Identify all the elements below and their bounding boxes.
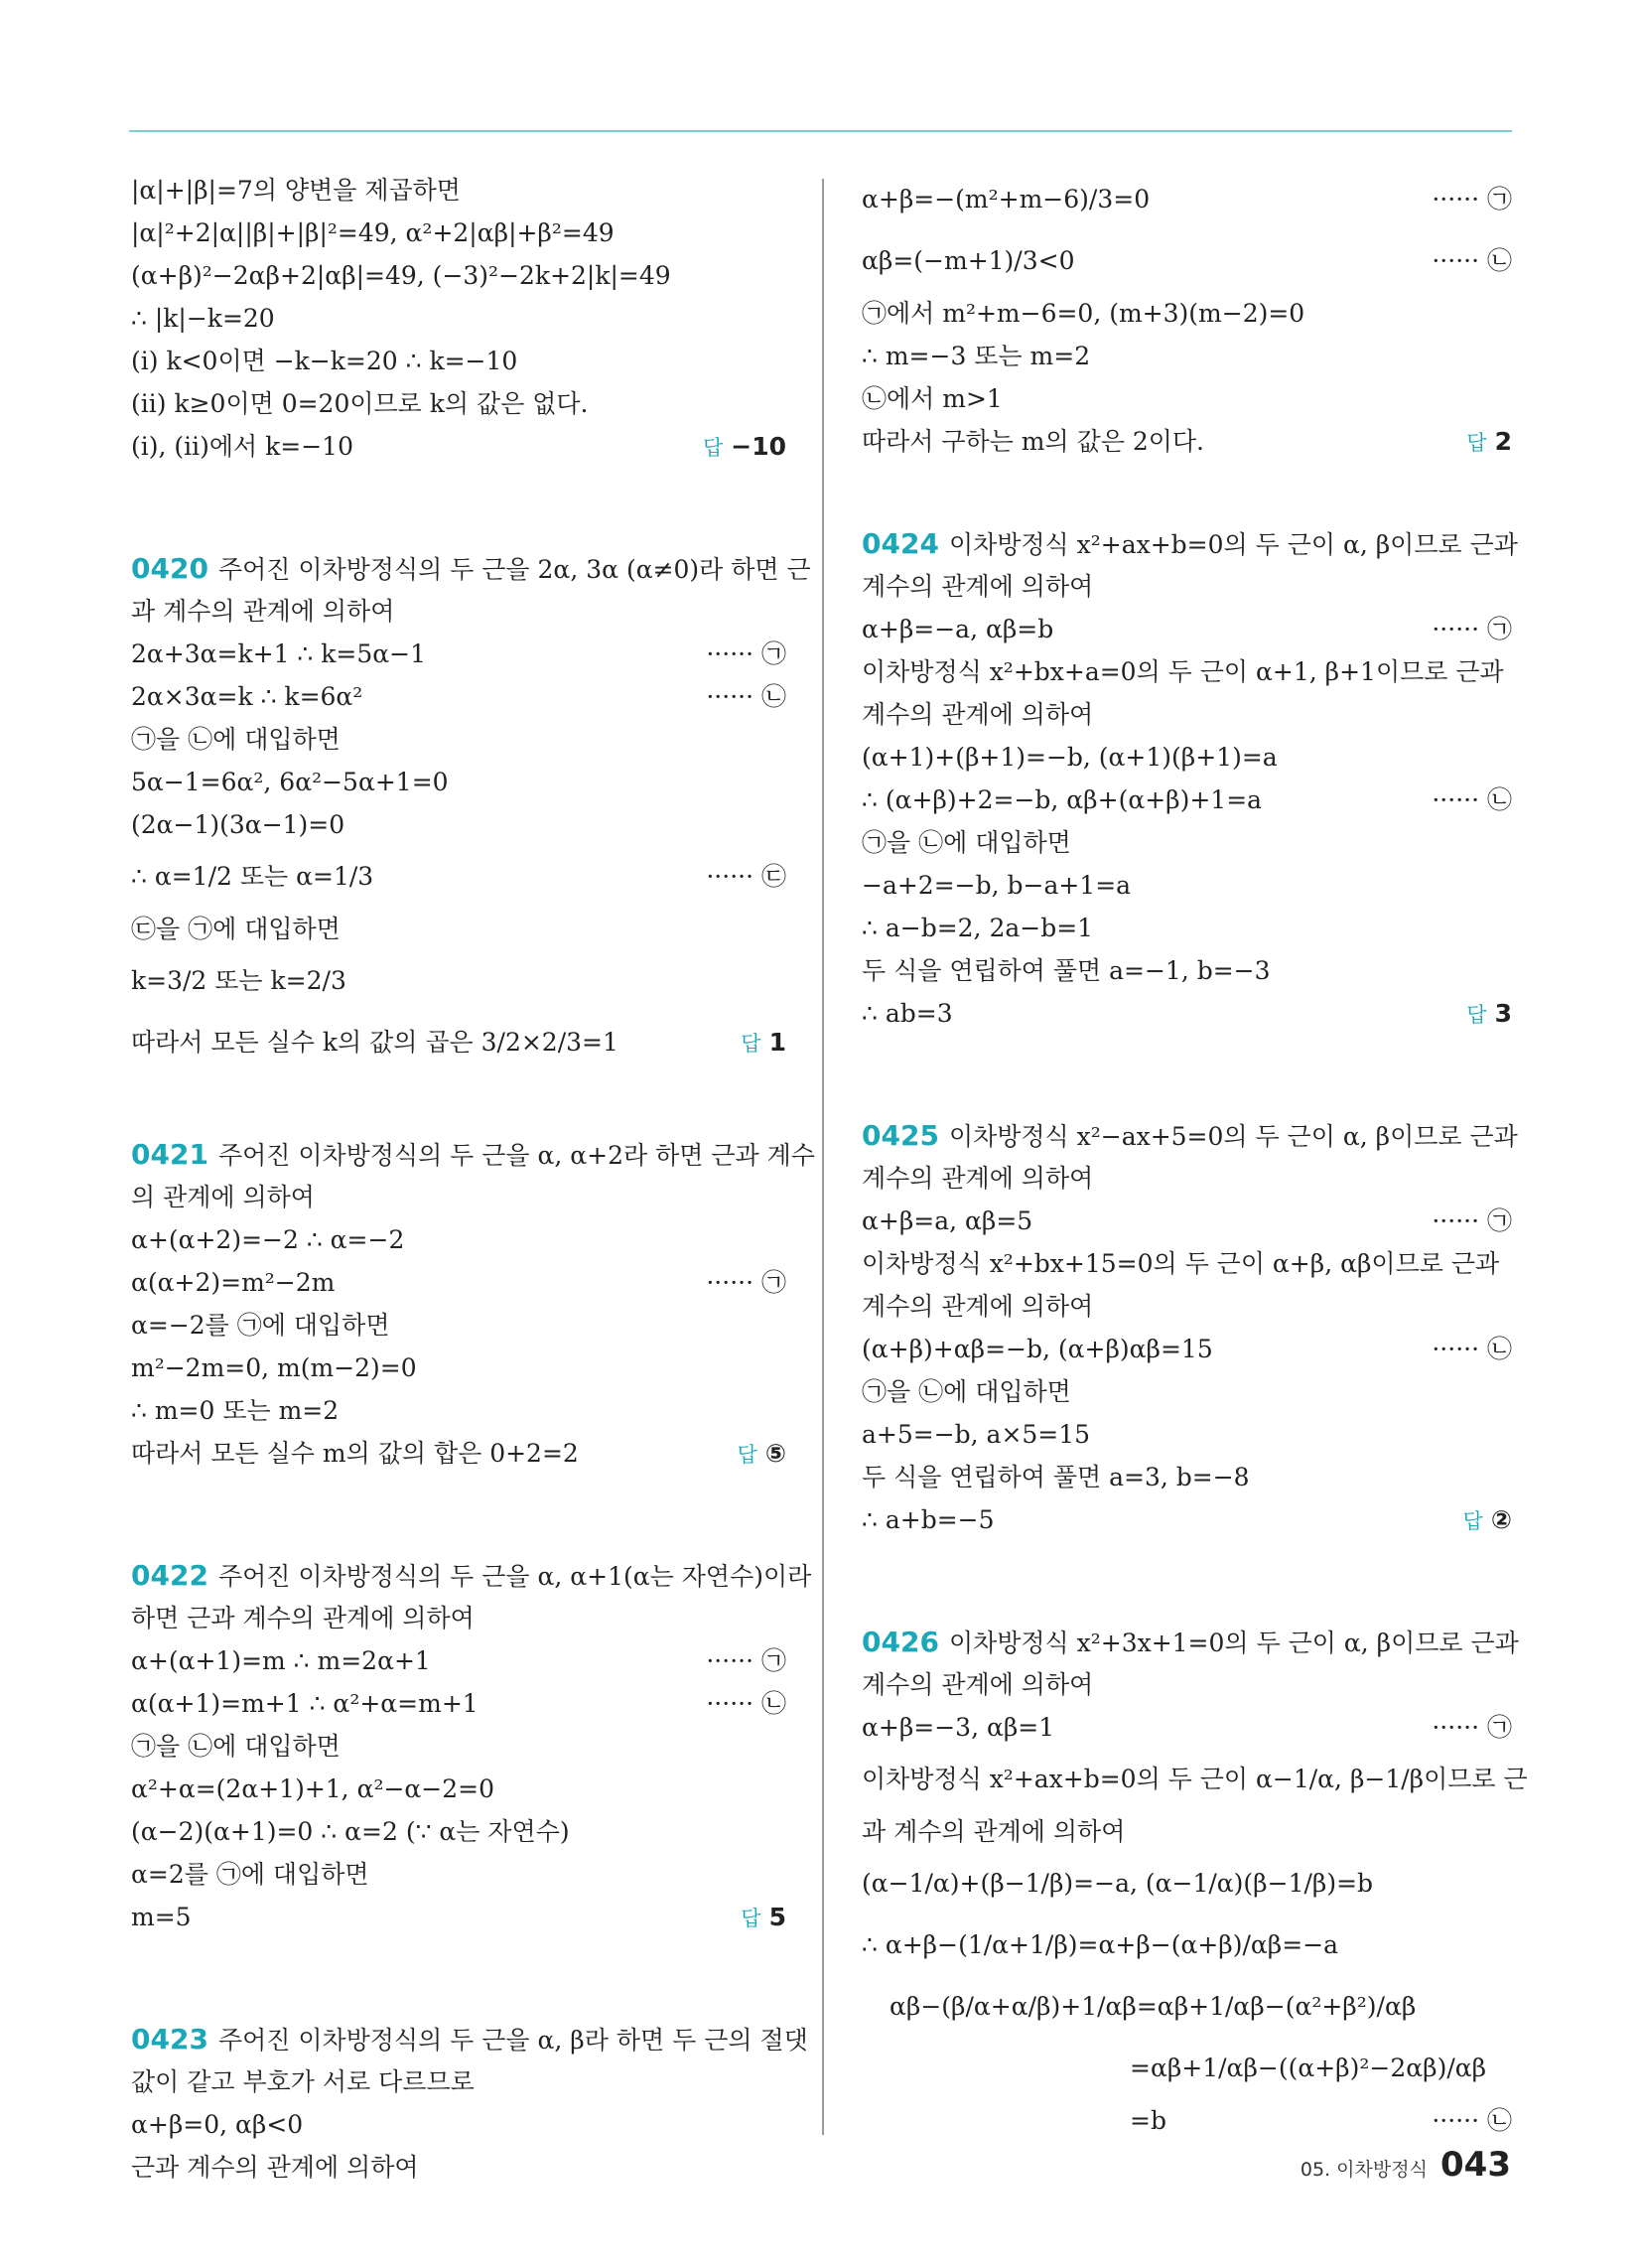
text-line: ∴ m=−3 또는 m=2 [862,342,1091,370]
page-number: 043 [1440,2145,1511,2185]
problem-0421 [131,1133,815,1475]
problem-number: 0421 [131,1138,208,1171]
text: 이차방정식 x²−ax+5=0의 두 근이 α, β이므로 근과 [948,1122,1518,1151]
text-line: 두 식을 연립하여 풀면 a=3, b=−8 [862,1463,1250,1491]
answer-label: 답 [737,1443,757,1467]
text-line: α=2를 ㉠에 대입하면 [131,1860,369,1889]
text-line [862,2099,1512,2142]
text-line: ㉡에서 m>1 [862,384,1003,413]
text-line [131,1432,786,1475]
text-line: (α−1/α)+(β−1/β)=−a, (α−1/α)(β−1/β)=b [862,1869,1374,1898]
text: 주어진 이차방정식의 두 근을 2α, 3α (α≠0)라 하면 근 [217,555,811,584]
text-line: ㉢을 ㉠에 대입하면 [131,915,341,943]
equation-marker: ······ ㉡ [1432,785,1512,814]
text-line: 근과 계수의 관계에 의하여 [131,2153,419,2182]
problem-header [862,1114,1518,1157]
text: 따라서 모든 실수 k의 값의 곱은 3/2×2/3=1 [131,1028,618,1057]
answer [1466,992,1512,1037]
answer-label: 답 [741,1907,761,1930]
text: 따라서 모든 실수 m의 값의 합은 0+2=2 [131,1439,579,1468]
text-line [131,1639,786,1682]
text-line [862,420,1512,463]
answer-value: ⑤ [764,1439,786,1468]
text-line [131,846,786,908]
answer-value: 2 [1494,427,1512,456]
text-line [131,1896,786,1938]
text-line [862,1328,1512,1370]
text: αβ=(−m+1)/3<0 [862,246,1075,275]
text-line: ㉠을 ㉡에 대입하면 [862,1377,1071,1406]
equation-marker: ······ ㉠ [706,1268,786,1297]
text-line [131,425,786,468]
equation-marker: ······ ㉠ [1432,615,1512,643]
text-line [862,169,1512,230]
text-line: =αβ+1/αβ−((α+β)²−2αβ)/αβ [1130,2054,1487,2082]
text: 주어진 이차방정식의 두 근을 α, α+1(α는 자연수)이라 [217,1562,812,1591]
answer [741,1896,786,1940]
text-line: ㉠을 ㉡에 대입하면 [131,725,341,754]
text: 주어진 이차방정식의 두 근을 α, β라 하면 두 근의 절댓 [217,2026,808,2055]
problem-number: 0420 [131,552,208,585]
answer-label: 답 [1466,431,1487,455]
text-line: α²+α=(2α+1)+1, α²−α−2=0 [131,1774,495,1803]
problem-0420 [131,547,811,1073]
text-line: ∴ α+β−(1/α+1/β)=α+β−(α+β)/αβ=−a [862,1930,1339,1959]
text-line [131,1261,786,1304]
problem-0423-continued [862,169,1512,463]
equation-marker: ······ ㉡ [1432,1335,1512,1363]
answer-value: 5 [768,1903,786,1931]
answer [1463,1498,1512,1543]
text-line: ∴ a−b=2, 2a−b=1 [862,914,1094,942]
text-line [131,633,786,675]
text-line [862,230,1512,292]
text-line: α=−2를 ㉠에 대입하면 [131,1311,390,1340]
text-line: 계수의 관계에 의하여 [862,572,1094,601]
equation-marker: ······ ㉡ [706,682,786,711]
text: α+β=−3, αβ=1 [862,1713,1055,1742]
left-column [131,169,815,2189]
column-divider [822,179,824,2135]
text-line: 이차방정식 x²+ax+b=0의 두 근이 α−1/α, β−1/β이므로 근 [862,1765,1528,1793]
text-line: 과 계수의 관계에 의하여 [862,1817,1126,1846]
text-line [862,779,1512,821]
answer-value: 1 [768,1028,786,1057]
text-line [131,1682,786,1725]
text: ∴ (α+β)+2=−b, αβ+(α+β)+1=a [862,785,1263,814]
text-line [862,1706,1512,1749]
text-line: |α|+|β|=7의 양변을 제곱하면 [131,176,461,205]
right-column [862,169,1528,2142]
problem-header [131,2018,808,2060]
problem-header [131,547,811,590]
answer [1466,420,1512,465]
problem-0422 [131,1554,812,1938]
problem-header [862,1621,1519,1663]
text-line: (ⅰ) k<0이면 −k−k=20 ∴ k=−10 [131,347,518,375]
problem-0426 [862,1621,1528,2142]
answer [703,425,786,470]
text-line: −a+2=−b, b−a+1=a [862,871,1132,900]
text-line [862,992,1512,1035]
equation-marker: ······ ㉠ [1432,1713,1512,1742]
text-line: 계수의 관계에 의하여 [862,1670,1094,1699]
text-line [131,675,786,718]
text: α+(α+1)=m ∴ m=2α+1 [131,1646,431,1675]
equation-marker: ······ ㉠ [706,1646,786,1675]
text: 이차방정식 x²+3x+1=0의 두 근이 α, β이므로 근과 [948,1629,1519,1657]
answer-label: 답 [1462,1509,1483,1533]
text: α+β=−a, αβ=b [862,615,1054,643]
chapter-title: 05. 이차방정식 [1300,2159,1428,2181]
equation-marker: ······ ㉠ [706,639,786,668]
text-line: (α−2)(α+1)=0 ∴ α=2 (∵ α는 자연수) [131,1817,570,1846]
top-rule [129,130,1512,132]
text: α+β=a, αβ=5 [862,1206,1033,1235]
text-line [862,1498,1512,1541]
text-line: ㉠을 ㉡에 대입하면 [862,828,1071,857]
text: (ⅰ), (ⅱ)에서 k=−10 [131,432,353,461]
problem-number: 0423 [131,2023,208,2055]
text-line: 5α−1=6α², 6α²−5α+1=0 [131,768,449,796]
text: m=5 [131,1903,192,1931]
problem-0424 [862,522,1518,1035]
text: ∴ a+b=−5 [862,1505,995,1534]
text: α(α+2)=m²−2m [131,1268,336,1297]
text: (α+β)+αβ=−b, (α+β)αβ=15 [862,1335,1213,1363]
text-line: a+5=−b, a×5=15 [862,1420,1091,1449]
equation-marker: ······ ㉠ [1432,1206,1512,1235]
equation-marker: ······ ㉡ [1432,2106,1512,2135]
text: α(α+1)=m+1 ∴ α²+α=m+1 [131,1689,479,1718]
text-line: αβ−(β/α+α/β)+1/αβ=αβ+1/αβ−(α²+β²)/αβ [889,1992,1417,2021]
text: α+β=−(m²+m−6)/3=0 [862,185,1151,213]
text-line: α+β=0, αβ<0 [131,2110,304,2139]
equation-marker: ······ ㉡ [1432,246,1512,275]
problem-header [131,1133,815,1176]
answer-label: 답 [741,1032,761,1056]
equation-marker: ······ ㉢ [706,862,786,891]
problem-number: 0425 [862,1119,939,1152]
equation-marker: ······ ㉡ [706,1689,786,1718]
answer-label: 답 [702,436,724,460]
solution-continued [131,169,786,468]
answer-label: 답 [1466,1003,1487,1027]
problem-0423 [131,2018,808,2189]
text-line: 하면 근과 계수의 관계에 의하여 [131,1604,475,1632]
text-line: 과 계수의 관계에 의하여 [131,597,395,626]
answer [738,1432,786,1477]
text: 주어진 이차방정식의 두 근을 α, α+2라 하면 근과 계수 [217,1141,815,1170]
text-line [131,1012,786,1073]
text-line: k=3/2 또는 k=2/3 [131,966,346,995]
text-line: |α|²+2|α||β|+|β|²=49, α²+2|αβ|+β²=49 [131,218,615,247]
text: 2α+3α=k+1 ∴ k=5α−1 [131,639,427,668]
text-line: ㉠을 ㉡에 대입하면 [131,1732,341,1761]
text-line: (ⅱ) k≥0이면 0=20이므로 k의 값은 없다. [131,389,589,418]
text: 따라서 구하는 m의 값은 2이다. [862,427,1204,456]
answer-value: 3 [1494,999,1512,1028]
text-line: (α+β)²−2αβ+2|αβ|=49, (−3)²−2k+2|k|=49 [131,261,671,290]
text-line: 두 식을 연립하여 풀면 a=−1, b=−3 [862,956,1271,985]
answer-value: −10 [731,432,786,461]
problem-number: 0424 [862,527,939,560]
text-line [862,608,1512,650]
text: ∴ ab=3 [862,999,953,1028]
text-line: 계수의 관계에 의하여 [862,700,1094,729]
text: 이차방정식 x²+ax+b=0의 두 근이 α, β이므로 근과 [948,530,1518,559]
equation-marker: ······ ㉠ [1432,185,1512,213]
text-line: 계수의 관계에 의하여 [862,1164,1094,1193]
answer [741,1012,786,1074]
text: 2α×3α=k ∴ k=6α² [131,682,363,711]
problem-0425 [862,1114,1518,1541]
text-line: 값이 같고 부호가 서로 다르므로 [131,2067,475,2096]
text-line: (2α−1)(3α−1)=0 [131,810,345,839]
page-footer [1300,2145,1511,2185]
text-line [862,1200,1512,1242]
text: ∴ α=1/2 또는 α=1/3 [131,862,374,891]
problem-header [862,522,1518,565]
text-line: (α+1)+(β+1)=−b, (α+1)(β+1)=a [862,743,1278,772]
text-line: 계수의 관계에 의하여 [862,1292,1094,1321]
text-line: ∴ |k|−k=20 [131,304,275,333]
text-line: α+(α+2)=−2 ∴ α=−2 [131,1225,405,1254]
text-line: m²−2m=0, m(m−2)=0 [131,1353,417,1382]
text-line: 이차방정식 x²+bx+15=0의 두 근이 α+β, αβ이므로 근과 [862,1249,1500,1278]
problem-header [131,1554,812,1597]
problem-number: 0426 [862,1626,939,1658]
text-line: 의 관계에 의하여 [131,1183,315,1211]
problem-number: 0422 [131,1559,208,1592]
text-line: ∴ m=0 또는 m=2 [131,1396,340,1425]
text-line: 이차방정식 x²+bx+a=0의 두 근이 α+1, β+1이므로 근과 [862,657,1504,686]
text-line: ㉠에서 m²+m−6=0, (m+3)(m−2)=0 [862,299,1305,328]
text: =b [1130,2106,1166,2135]
answer-value: ② [1490,1505,1512,1534]
